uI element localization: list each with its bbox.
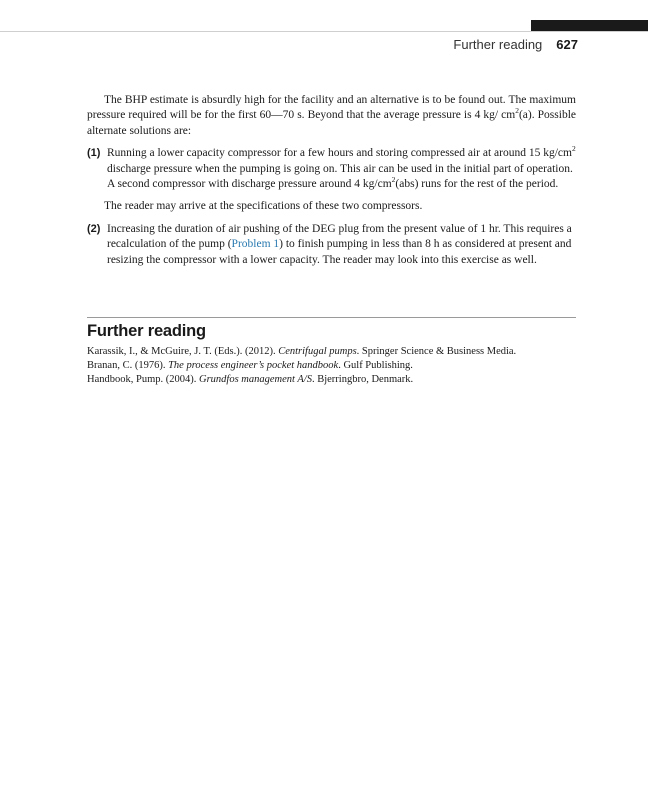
list-number: (2) [87, 222, 101, 235]
page-number: 627 [556, 37, 578, 52]
main-content [87, 93, 576, 268]
header-rule [0, 31, 648, 32]
running-head [453, 37, 578, 52]
list-item-1 [87, 146, 576, 192]
list-item-2 [87, 222, 576, 268]
note-paragraph: The reader may arrive at the specifications of these two compressors. [104, 200, 423, 213]
reference-item: Karassik, I., & McGuire, J. T. (Eds.). (2012). Centrifugal pumps. Springer Science & Business Media. [87, 346, 517, 357]
reference-item: Handbook, Pump. (2004). Grundfos management A/S. Bjerringbro, Denmark. [87, 374, 414, 385]
section-divider [87, 317, 576, 318]
reference-item: Branan, C. (1976). The process engineer’s pocket handbook. Gulf Publishing. [87, 360, 413, 371]
list-number: (1) [87, 147, 101, 160]
list-item-text: Increasing the duration of air pushing of the DEG plug from the present value of 1 hr. This requires a recalculation of the pump (Problem 1) to finish pumping in less than 8 h as considered at present and resizing the compressor with a lower capacity. The reader may look into this exercise as well. [107, 222, 572, 266]
intro-paragraph: The BHP estimate is absurdly high for the facility and an alternative is to be found out. The maximum pressure required will be for the first 60—70 s. Beyond that the average pressure is 4 kg/ $cm^2(a)$. Possible alternate solutions are: [87, 94, 576, 137]
list-item-text: Running a lower capacity compressor for a few hours and storing compressed air at around 15 $kg/cm^2$ discharge pressure when the pumping is going on. This air can be used in the initial part of operation. A second compressor with discharge pressure around 4 $kg/cm^2(abs)$ runs for the rest of the period. [107, 144, 576, 191]
running-title: Further reading [453, 37, 543, 52]
reference-list [87, 345, 576, 387]
section-title: Further reading [87, 322, 206, 340]
problem-link[interactable]: Problem 1 [231, 238, 280, 251]
